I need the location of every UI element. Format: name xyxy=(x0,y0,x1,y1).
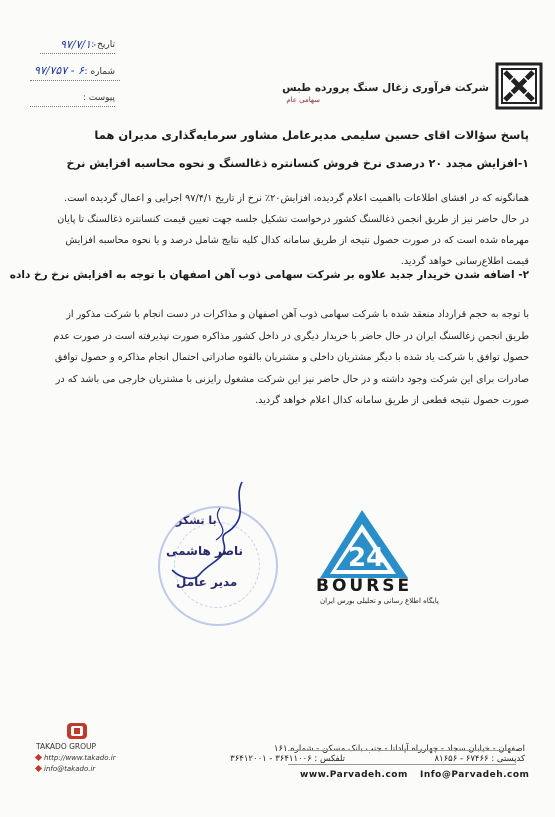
takado-web-text: http://www.takado.ir xyxy=(44,754,116,762)
number-label: شماره : xyxy=(84,67,115,77)
takado-email-link[interactable] xyxy=(36,765,95,773)
footer-email-link[interactable]: Info@Parvadeh.com xyxy=(420,770,530,780)
number-value: ۹۷/۷۵۷ - ۶ xyxy=(34,64,84,77)
section2-line: حصول توافق با شرکت یاد شده با دیگر مشتریان داخلی و مشتریان بالقوه صادراتی احتمال انجام مذاکره و حصول توافق xyxy=(54,352,529,363)
section2-line: صورت حصول نتیجه قطعی از طریق سامانه کدال اعلام خواهد گردید. xyxy=(255,395,529,406)
footer-postal: کدپستی : ۶۷۴۶۶ - ۸۱۶۵۶ xyxy=(434,754,525,764)
section2-title: ۲- اضافه شدن خریدار جدید علاوه بر شرکت سهامی ذوب آهن اصفهان با توجه به افزایش نرخ رخ داده xyxy=(9,269,529,281)
section1-title: ۱-افزایش مجدد ۲۰ درصدی نرخ فروش کنسانتره ذغالسنگ و نحوه محاسبه افزایش نرخ xyxy=(66,157,529,170)
section2-line: با توجه به حجم قرارداد منعقد شده با شرکت سهامی ذوب آهن اصفهان و مذاکرات در دست انجام با شرکت مذکور از xyxy=(66,309,529,320)
section1-body xyxy=(29,188,529,272)
takado-logo-icon xyxy=(66,722,88,740)
signature-closing: با تشکر xyxy=(176,514,217,527)
bourse-subtitle: پایگاه اطلاع رسانی و تحلیلی بورس ایران xyxy=(320,597,439,605)
section1-line: در حال حاضر نیز از طریق انجمن ذغالسنگ کشور درخواست تشکیل جلسه جهت تعیین قیمت کنسانتره ذغالسنگ تا پایان xyxy=(57,214,529,225)
date-dotted-line xyxy=(40,53,115,54)
date-value: ۹۷/۷/۱۰ xyxy=(60,38,97,51)
number-dotted-line xyxy=(30,80,120,81)
bullet-icon xyxy=(35,765,42,772)
section1-line: قیمت اطلاع‌رسانی خواهد گردید. xyxy=(400,256,529,267)
handwritten-signature xyxy=(150,478,260,588)
attachment-dotted-line xyxy=(30,106,115,107)
date-label: تاریخ : xyxy=(91,40,115,50)
takado-group: TAKADO GROUP xyxy=(36,742,97,751)
section2-line: صادرات برای این شرکت وجود داشته و در حال حاضر نیز این شرکت مشغول رایزنی با مشتریان خارجی می باشد که در xyxy=(55,373,529,385)
section1-line: مهرماه شده است که در صورت حصول نتیجه از طریق سامانه کدال کلیه نتایج شامل درصد و یا نحوه محاسبه افزایش xyxy=(65,235,529,246)
main-title: پاسخ سؤالات اقای حسین سلیمی مدیرعامل مشاور سرمایه‌گذاری مدیران هما xyxy=(94,128,529,142)
footer-phone: تلفکس : ۳۶۴۱۱۰۰۶ - ۳۶۴۱۲۰۰۱ xyxy=(230,754,345,764)
footer-rule-2 xyxy=(288,764,516,765)
signature-name: ناصر هاشمی xyxy=(166,544,244,558)
attachment-label: پیوست : xyxy=(82,93,115,103)
svg-text:24: 24 xyxy=(348,543,385,573)
footer-address: اصفهان - خیابان سجاد - چهارراه آپادانا - جنب بانک مسکن - شماره ۱۶۱ xyxy=(273,744,525,754)
company-type: سهامی عام xyxy=(286,96,320,104)
section1-line: همانگونه که در افشای اطلاعات بااهمیت اعلام گردیده، افزایش۲۰٪ نرخ از تاریخ ۹۷/۴/۱ اجرایی و اعمال گردیده است. xyxy=(64,193,529,204)
section2-line: طریق انجمن زغالسنگ ایران در حال حاضر با خریدار دیگری در داخل کشور مذاکره صورت نپذیرفته است در صورت عدم xyxy=(53,330,529,342)
bullet-icon xyxy=(35,754,42,761)
company-name: شرکت فرآوری زغال سنگ پرورده طبس xyxy=(282,82,489,94)
section2-body xyxy=(27,304,529,412)
footer-rule xyxy=(288,750,516,751)
bourse-name: BOURSE xyxy=(316,576,413,596)
bourse-24-logo-icon xyxy=(318,508,410,580)
takado-email-text: info@takado.ir xyxy=(44,765,96,773)
signature-role: مدیر عامل xyxy=(176,575,238,589)
footer-website-link[interactable]: www.Parvadeh.com xyxy=(300,770,408,780)
x-frame-logo-icon xyxy=(495,62,543,110)
takado-web-link[interactable] xyxy=(36,754,116,762)
